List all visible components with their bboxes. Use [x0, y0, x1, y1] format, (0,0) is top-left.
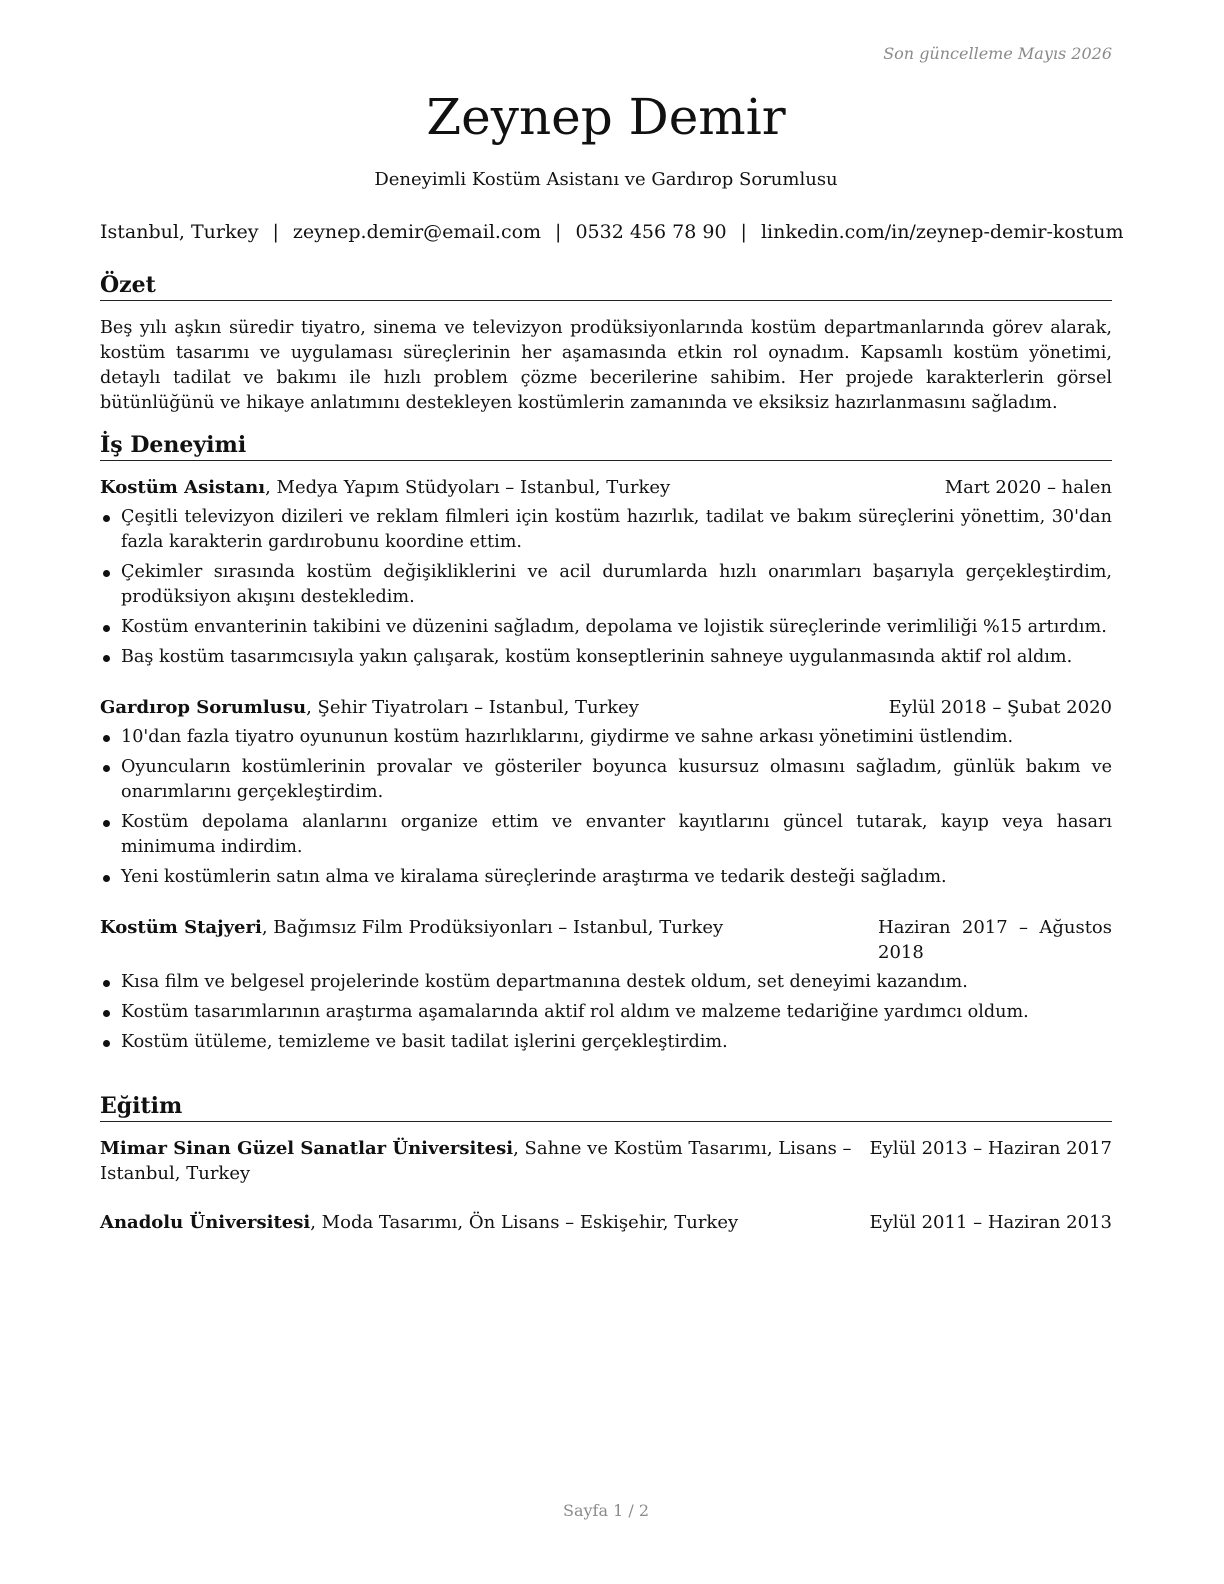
job-entry: [100, 915, 1112, 1055]
section-title-experience: İş Deneyimi: [100, 431, 1112, 461]
education-header: [100, 1136, 1112, 1186]
job-role: Kostüm Asistanı: [100, 477, 266, 498]
section-title-education: Eğitim: [100, 1092, 1112, 1122]
job-bullets: [100, 970, 1112, 1055]
school-detail: , Moda Tasarımı, Ön Lisans – Eskişehir, Turkey: [310, 1212, 739, 1233]
school-detail: , Sahne ve Kostüm Tasarımı, Lisans – Istanbul, Turkey: [100, 1138, 852, 1184]
candidate-name: Zeynep Demir: [426, 88, 786, 146]
job-bullet: Yeni kostümlerin satın alma ve kiralama süreçlerinde araştırma ve tedarik desteği sağladım.: [100, 865, 1112, 890]
school-name: Anadolu Üniversitesi: [100, 1212, 311, 1233]
job-dates: Eylül 2018 – Şubat 2020: [888, 697, 1112, 718]
job-organization: , Medya Yapım Stüdyoları – Istanbul, Turkey: [265, 477, 671, 498]
contact-separator: |: [740, 221, 747, 243]
job-bullet: Baş kostüm tasarımcısıyla yakın çalışarak, kostüm konseptlerinin sahneye uygulanmasında aktif rol aldım.: [100, 645, 1112, 670]
job-organization: , Şehir Tiyatroları – Istanbul, Turkey: [306, 697, 639, 718]
job-header: [100, 915, 1112, 965]
section-title-summary: Özet: [100, 271, 1112, 301]
job-role: Gardırop Sorumlusu: [100, 697, 307, 718]
contact-linkedin[interactable]: linkedin.com/in/zeynep-demir-kostum: [760, 221, 1124, 243]
job-header: [100, 695, 1112, 720]
job-bullet: Kostüm depolama alanlarını organize ettim ve envanter kayıtlarını güncel tutarak, kayıp veya hasarı minimuma indirdim.: [100, 810, 1112, 860]
contact-line: [100, 219, 1124, 245]
education-entry: [100, 1210, 1112, 1235]
last-updated: Son güncelleme Mayıs 2026: [883, 44, 1112, 63]
job-entry: [100, 475, 1112, 670]
page-number: Sayfa 1 / 2: [562, 1501, 649, 1520]
contact-separator: |: [555, 221, 562, 243]
job-dates: Haziran 2017 – Ağustos 2018: [878, 917, 1112, 963]
education-header: [100, 1210, 1112, 1235]
job-bullet: Kostüm envanterinin takibini ve düzenini sağladım, depolama ve lojistik süreçlerinde verimliliği %15 artırdım.: [100, 615, 1112, 640]
job-dates: Mart 2020 – halen: [944, 477, 1112, 498]
experience-section: [100, 431, 1112, 1055]
contact-separator: |: [272, 221, 279, 243]
school-dates: Eylül 2013 – Haziran 2017: [869, 1138, 1112, 1159]
contact-email[interactable]: zeynep.demir@email.com: [292, 221, 542, 243]
contact-location: Istanbul, Turkey: [100, 221, 259, 243]
job-bullet: Kostüm tasarımlarının araştırma aşamalarında aktif rol aldım ve malzeme tedariğine yardımcı oldum.: [100, 1000, 1112, 1025]
job-bullets: [100, 505, 1112, 670]
job-header: [100, 475, 1112, 500]
summary-text: Beş yılı aşkın süredir tiyatro, sinema ve televizyon prodüksiyonlarında kostüm departmanlarında görev alarak, kostüm tasarımı ve uygulaması süreçlerinin her aşamasında etkin rol oynadım. Kapsamlı kostüm yönetimi, detaylı tadilat ve bakımı ile hızlı problem çözme becerilerine sahibim. Her projede karakterlerin görsel bütünlüğünü ve hikaye anlatımını destekleyen kostümlerin zamanında ve eksiksiz hazırlanmasını sağladım.: [100, 318, 1112, 413]
job-bullet: Oyuncuların kostümlerinin provalar ve gösteriler boyunca kusursuz olmasını sağladım, günlük bakım ve onarımlarını gerçekleştirdim.: [100, 755, 1112, 805]
job-bullets: [100, 725, 1112, 890]
summary-section: [100, 271, 1112, 416]
education-entry: [100, 1136, 1112, 1186]
school-dates: Eylül 2011 – Haziran 2013: [869, 1212, 1112, 1233]
job-entry: [100, 695, 1112, 890]
candidate-tagline: Deneyimli Kostüm Asistanı ve Gardırop Sorumlusu: [374, 169, 838, 190]
job-organization: , Bağımsız Film Prodüksiyonları – Istanbul, Turkey: [261, 917, 724, 938]
resume-page: [100, 0, 1124, 1584]
contact-phone: 0532 456 78 90: [575, 221, 727, 243]
job-bullet: Kısa film ve belgesel projelerinde kostüm departmanına destek oldum, set deneyimi kazandım.: [100, 970, 1112, 995]
education-section: [100, 1092, 1112, 1235]
job-bullet: Kostüm ütüleme, temizleme ve basit tadilat işlerini gerçekleştirdim.: [100, 1030, 1112, 1055]
job-bullet: Çekimler sırasında kostüm değişikliklerini ve acil durumlarda hızlı onarımları başarıyla gerçekleştirdim, prodüksiyon akışını destekledim.: [100, 560, 1112, 610]
school-name: Mimar Sinan Güzel Sanatlar Üniversitesi: [100, 1138, 514, 1159]
job-bullet: 10'dan fazla tiyatro oyununun kostüm hazırlıklarını, giydirme ve sahne arkası yönetimini üstlendim.: [100, 725, 1112, 750]
job-bullet: Çeşitli televizyon dizileri ve reklam filmleri için kostüm hazırlık, tadilat ve bakım süreçlerini yönettim, 30'dan fazla karakterin gardırobunu koordine ettim.: [100, 505, 1112, 555]
job-role: Kostüm Stajyeri: [100, 917, 262, 938]
